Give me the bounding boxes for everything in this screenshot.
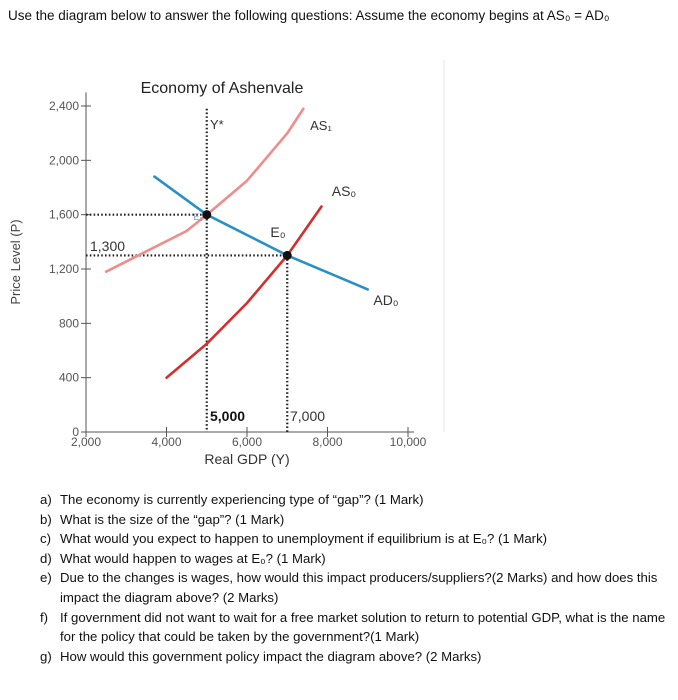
question-item <box>40 608 670 647</box>
x-tick-label: 2,000 <box>70 435 102 449</box>
question-item <box>40 647 670 667</box>
series-label: AS₁ <box>310 118 332 133</box>
chart-title: Economy of Ashenvale <box>140 80 304 97</box>
equilibrium-point <box>283 251 292 260</box>
x-tick-label: 4,000 <box>151 435 182 449</box>
ashenvale-ad-as-chart <box>0 60 678 470</box>
question-text: How would this government policy impact the diagram above? (2 Marks) <box>60 648 482 664</box>
series-label: AS₀ <box>331 183 357 199</box>
question-text: What would happen to wages at E₀? (1 Mark) <box>60 550 326 566</box>
question-list <box>40 490 670 666</box>
x-axis-label: Real GDP (Y) <box>204 451 290 467</box>
question-id: d) <box>40 550 52 566</box>
y-tick-label: 1,200 <box>48 262 79 276</box>
y-tick-label: 2,400 <box>48 99 79 113</box>
question-id: e) <box>40 570 52 586</box>
series-label: AD₀ <box>373 292 399 308</box>
potential-output-label: Y* <box>210 117 224 132</box>
x-tick-label: 10,000 <box>389 435 427 449</box>
question-item <box>40 529 670 549</box>
point-label-e0: E₀ <box>270 224 286 240</box>
output-callout-left: 5,000 <box>210 408 246 424</box>
y-tick-label: 2,000 <box>48 153 79 168</box>
x-tick-label: 8,000 <box>312 435 343 449</box>
question-text: What is the size of the “gap”? (1 Mark) <box>60 511 285 527</box>
intro-text: Use the diagram below to answer the following questions: Assume the economy begins at AS₀ = AD₀ <box>8 8 610 23</box>
y-tick-label: 1,600 <box>48 207 79 222</box>
y-tick-label: 800 <box>58 316 79 331</box>
y-tick-label: 400 <box>58 370 79 385</box>
question-id: c) <box>40 531 51 547</box>
question-id: a) <box>40 492 52 507</box>
question-id: g) <box>40 648 52 664</box>
question-id: b) <box>40 511 52 527</box>
question-id: f) <box>40 609 49 625</box>
question-item <box>40 490 670 510</box>
question-item <box>40 510 670 530</box>
output-callout-right: 7,000 <box>290 408 326 424</box>
y-axis-label: Price Level (P) <box>8 219 23 305</box>
y-tick-label: 0 <box>72 425 79 439</box>
point-label-e1: E₁ <box>193 212 203 222</box>
question-item <box>40 549 670 569</box>
question-text: The economy is currently experiencing type of “gap”? (1 Mark) <box>60 492 424 507</box>
equilibrium-point <box>202 210 211 219</box>
question-text: Due to the changes is wages, how would this impact producers/suppliers?(2 Marks) and how does this impact the diagram above? (2 Marks) <box>60 570 658 605</box>
question-text: If government did not want to wait for a free market solution to return to potential GDP, what is the name for the policy that could be taken by the government?(1 Mark) <box>60 609 666 645</box>
question-text: What would you expect to happen to unemployment if equilibrium is at E₀? (1 Mark) <box>60 531 548 547</box>
question-item <box>40 568 670 607</box>
price-level-callout: 1,300 <box>90 238 126 254</box>
x-tick-label: 6,000 <box>231 435 263 449</box>
